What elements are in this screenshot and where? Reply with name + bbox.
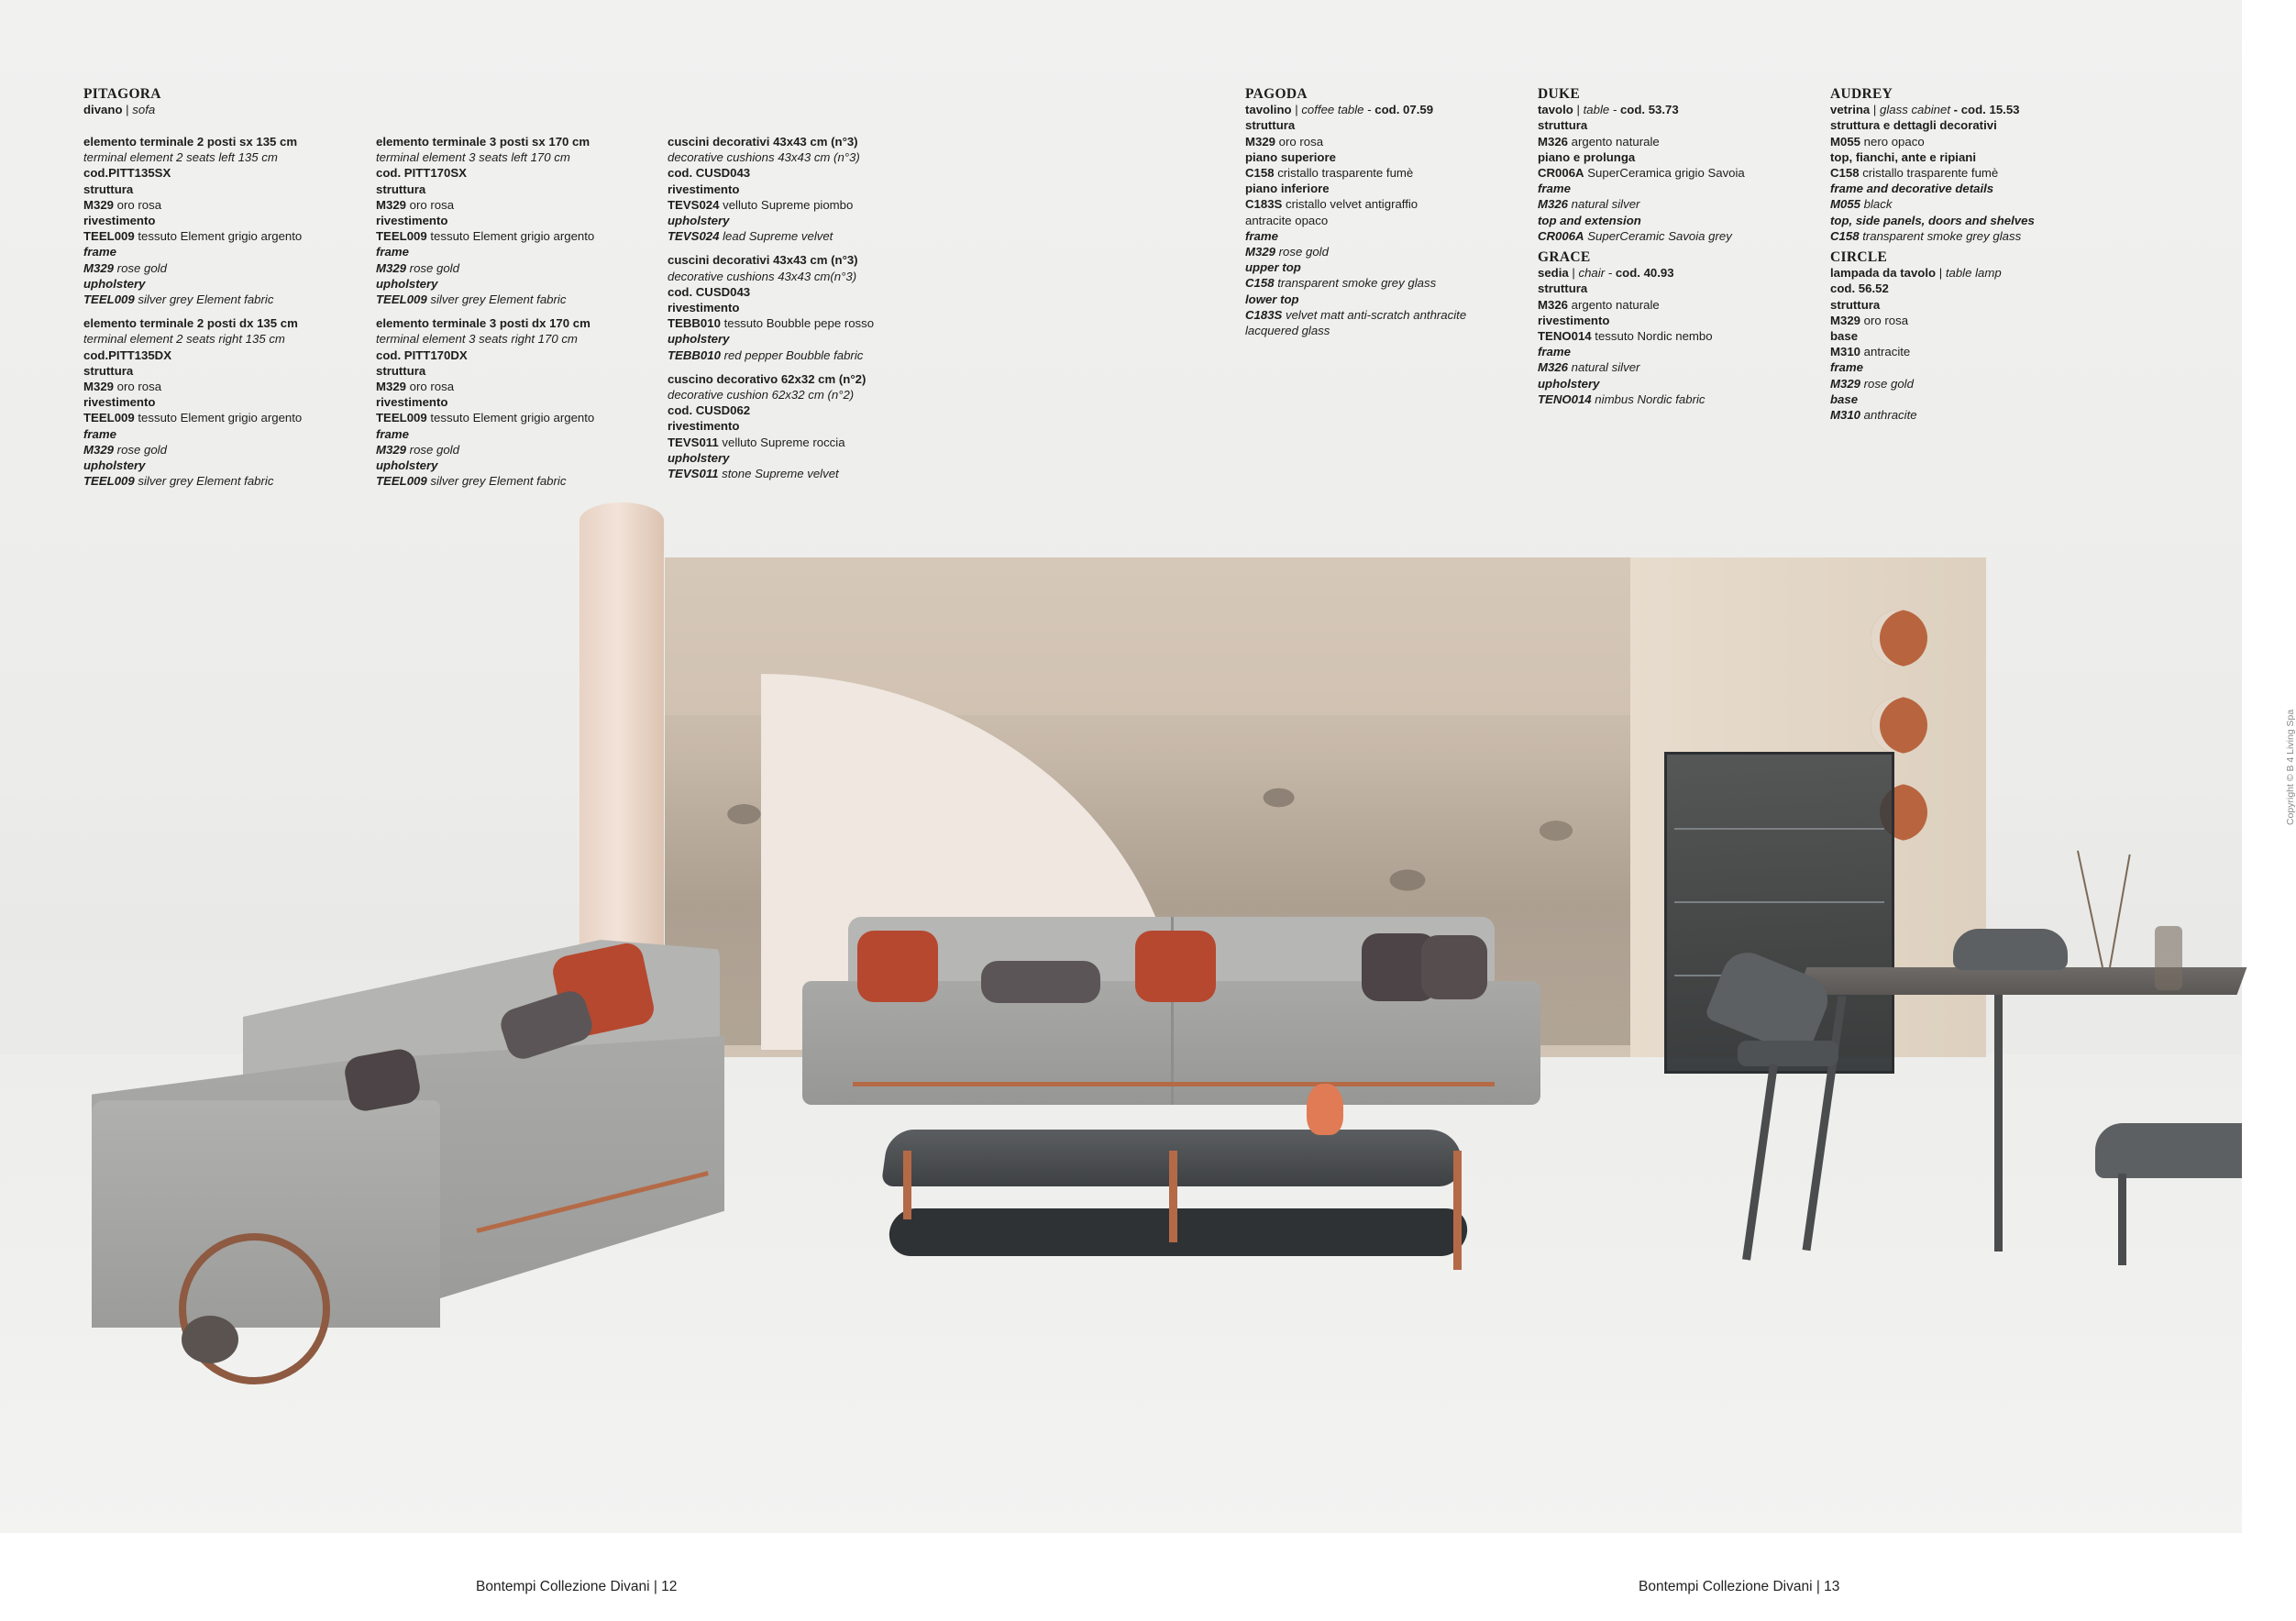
spec-line: C158 cristallo trasparente fumè	[1245, 166, 1414, 181]
pagoda-lower-top	[887, 1208, 1469, 1256]
page-footer-right: Bontempi Collezione Divani | 13	[1639, 1579, 1840, 1594]
spec-line: top, fianchi, ante e ripiani	[1830, 149, 1977, 164]
stone-cushion	[981, 961, 1100, 1003]
spec-column-1	[83, 134, 302, 489]
dried-branch	[2109, 855, 2131, 967]
spec-line: M055 black	[1830, 197, 1893, 212]
spec-line: TEEL009 tessuto Element grigio argento	[83, 411, 303, 425]
spec-lines	[1830, 297, 2035, 424]
spec-line: frame and decorative details	[1830, 182, 1994, 196]
item-name: elemento terminale 3 posti dx 170 cm	[376, 316, 591, 331]
spec-line: frame	[1538, 182, 1571, 196]
page-footer-left: Bontempi Collezione Divani | 12	[476, 1579, 678, 1594]
spec-line: M329 rose gold	[1830, 376, 1914, 391]
spec-line: piano inferiore	[1245, 182, 1330, 196]
item-name: cuscino decorativo 62x32 cm (n°2)	[668, 371, 867, 386]
item-name-en: decorative cushion 62x32 cm (n°2)	[668, 388, 855, 402]
spec-line: lacquered glass	[1245, 324, 1330, 338]
spec-column-3	[668, 134, 874, 481]
product-title: DUKE	[1538, 86, 1580, 102]
table-leg	[1994, 995, 2003, 1252]
item-name-en: decorative cushions 43x43 cm (n°3)	[668, 150, 860, 165]
spec-label: frame	[376, 245, 409, 259]
spec-line: M329 oro rosa	[376, 197, 455, 212]
spec-line: frame	[1830, 360, 1863, 375]
duke-grace-specs: DUKE tavolo | table - cod. 53.73 struttura M326 argento naturale piano e prolunga CR006A SuperCeramica grigio Savoia frame M326 natural silver top and extension CR006A SuperCeramic Savoia grey GRACE sedia | chair - cod. 40.93 struttura M326 argento naturale rivestimento TENO014 tessuto Nordic nembo frame M326 natural silver upholstery TENO014 nimbus Nordic fabric	[1538, 86, 1745, 406]
spec-line: M329 rose gold	[1245, 245, 1329, 259]
spec-line: M329 rose gold	[376, 260, 459, 275]
product-type-en: sofa	[132, 103, 156, 117]
spec-line: M055 nero opaco	[1830, 134, 1925, 149]
spec-label: frame	[376, 426, 409, 441]
spec-label: rivestimento	[668, 301, 740, 315]
spec-line: TENO014 nimbus Nordic fabric	[1538, 391, 1705, 406]
spec-line: TEBB010 tessuto Boubble pepe rosso	[668, 316, 875, 331]
product-type-it: divano	[83, 103, 123, 117]
spec-line: upper top	[1245, 260, 1301, 275]
spec-line: M326 natural silver	[1538, 360, 1640, 375]
spec-label: upholstery	[668, 214, 730, 228]
sofa-copper-trim	[853, 1082, 1495, 1086]
spec-label: upholstery	[83, 276, 146, 291]
spec-lines	[1538, 117, 1745, 244]
spec-label: upholstery	[376, 458, 438, 473]
item-name: cuscini decorativi 43x43 cm (n°3)	[668, 253, 858, 268]
table-leg	[1453, 1151, 1462, 1270]
spec-line: TEVS011 stone Supreme velvet	[668, 467, 839, 481]
product-title: PITAGORA	[83, 86, 161, 102]
spec-line: M326 natural silver	[1538, 197, 1640, 212]
item-name: elemento terminale 2 posti dx 135 cm	[83, 316, 298, 331]
spec-line: lower top	[1245, 292, 1299, 306]
spec-line: rivestimento	[1538, 313, 1610, 327]
item-code: cod. 56.52	[1830, 281, 1889, 296]
item-name-en: decorative cushions 43x43 cm(n°3)	[668, 269, 857, 283]
table-leg	[903, 1151, 911, 1219]
spec-line: M326 argento naturale	[1538, 297, 1660, 312]
spec-line: TEEL009 silver grey Element fabric	[376, 474, 567, 489]
item-name: cuscini decorativi 43x43 cm (n°3)	[668, 135, 858, 149]
spec-line: C158 transparent smoke grey glass	[1245, 276, 1437, 291]
spec-line: M326 argento naturale	[1538, 134, 1660, 149]
spec-line: base	[1830, 391, 1859, 406]
spec-line: TENO014 tessuto Nordic nembo	[1538, 329, 1713, 344]
item-name-en: terminal element 2 seats left 135 cm	[83, 150, 278, 165]
spec-line: M329 oro rosa	[376, 380, 455, 394]
orange-vase	[1307, 1084, 1343, 1135]
spec-line: C183S cristallo velvet antigraffio	[1245, 197, 1418, 212]
spec-line: TEEL009 silver grey Element fabric	[83, 292, 274, 307]
glass-vase	[2155, 926, 2182, 990]
spec-line: M329 oro rosa	[1245, 134, 1324, 149]
spec-line: struttura	[1830, 297, 1881, 312]
spec-line: M310 anthracite	[1830, 408, 1917, 423]
spec-line: frame	[1245, 228, 1278, 243]
copyright-note: Copyright © B 4 Living Spa	[2285, 709, 2296, 825]
grace-chair-back	[1953, 929, 2068, 970]
spec-line: M310 antracite	[1830, 345, 1911, 359]
spec-line: antracite opaco	[1245, 213, 1329, 227]
spec-line: CR006A SuperCeramic Savoia grey	[1538, 228, 1732, 243]
item-code: cod. CUSD043	[668, 166, 751, 181]
spec-line: CR006A SuperCeramica grigio Savoia	[1538, 166, 1745, 181]
spec-label: rivestimento	[668, 419, 740, 434]
grace-chair-back	[2095, 1123, 2242, 1178]
item-code: cod. PITT170DX	[376, 347, 468, 362]
table-leg	[1169, 1151, 1177, 1242]
spec-line: M329 rose gold	[83, 442, 167, 457]
spec-line: upholstery	[1538, 376, 1600, 391]
spec-line: TEVS024 velluto Supreme piombo	[668, 197, 854, 212]
spec-line: top, side panels, doors and shelves	[1830, 213, 2035, 227]
spec-line: TEEL009 silver grey Element fabric	[83, 474, 274, 489]
audrey-circle-specs: AUDREY vetrina | glass cabinet - cod. 15.53 struttura e dettagli decorativi M055 nero opaco top, fianchi, ante e ripiani C158 cristallo trasparente fumè frame and decorative details M055 black top, side panels, doors and shelves C158 transparent smoke grey glass CIRCLE lampada da tavolo | table lamp cod. 56.52 struttura M329 oro rosa base M310 antracite frame M329 rose gold base M310 anthracite	[1830, 86, 2035, 423]
spec-lines	[1538, 281, 1745, 407]
spec-label: rivestimento	[376, 214, 448, 228]
spec-line: TEBB010 red pepper Boubble fabric	[668, 347, 864, 362]
dried-branch	[2077, 851, 2103, 968]
product-title: GRACE	[1538, 249, 1591, 266]
spec-label: struttura	[376, 182, 426, 196]
pitagora-header: PITAGORA divano | sofa	[83, 86, 161, 117]
spec-label: rivestimento	[668, 182, 740, 196]
item-name: elemento terminale 2 posti sx 135 cm	[83, 135, 298, 149]
spec-label: struttura	[83, 363, 134, 378]
product-title: AUDREY	[1830, 86, 1893, 102]
spec-label: upholstery	[668, 332, 730, 347]
item-code: cod.PITT135SX	[83, 166, 171, 181]
spec-line: TEEL009 silver grey Element fabric	[376, 292, 567, 307]
wall-circle-cutout	[1871, 610, 1927, 667]
lead-cushion	[1421, 935, 1487, 999]
pagoda-specs: PAGODA tavolino | coffee table - cod. 07.59 struttura M329 oro rosa piano superiore C158 cristallo trasparente fumè piano inferiore C183S cristallo velvet antigraffio antracite opaco frame M329 rose gold upper top C158 transparent smoke grey glass lower top C183S velvet matt anti-scratch anthracite lacquered glass	[1245, 86, 1467, 338]
item-name: elemento terminale 3 posti sx 170 cm	[376, 135, 591, 149]
spec-lines	[1245, 117, 1466, 338]
item-name-en: terminal element 3 seats right 170 cm	[376, 332, 578, 347]
spec-line: C158 cristallo trasparente fumè	[1830, 166, 1999, 181]
spec-label: upholstery	[83, 458, 146, 473]
spec-line: TEEL009 tessuto Element grigio argento	[376, 411, 595, 425]
spec-line: M329 rose gold	[83, 260, 167, 275]
spec-line: piano superiore	[1245, 149, 1336, 164]
item-name-en: terminal element 2 seats right 135 cm	[83, 332, 285, 347]
spec-line: struttura e dettagli decorativi	[1830, 118, 1997, 133]
spec-label: frame	[83, 426, 116, 441]
spec-line: base	[1830, 329, 1859, 344]
spec-line: TEVS011 velluto Supreme roccia	[668, 435, 845, 449]
spec-label: rivestimento	[376, 395, 448, 410]
spec-line: piano e prolunga	[1538, 149, 1636, 164]
red-cushion	[1135, 931, 1216, 1002]
spec-line: M329 oro rosa	[1830, 313, 1909, 327]
spec-line: C183S velvet matt anti-scratch anthracite	[1245, 307, 1467, 322]
wall-circle-cutout	[1871, 697, 1927, 754]
spec-line: struttura	[1245, 118, 1296, 133]
chair-leg	[2118, 1174, 2126, 1265]
item-code: cod.PITT135DX	[83, 347, 172, 362]
spec-line: frame	[1538, 345, 1571, 359]
item-name-en: terminal element 3 seats left 170 cm	[376, 150, 570, 165]
item-code: cod. CUSD043	[668, 284, 751, 299]
spec-line: M329 oro rosa	[83, 380, 162, 394]
item-code: cod. PITT170SX	[376, 166, 467, 181]
spec-line: TEVS024 lead Supreme velvet	[668, 229, 833, 244]
product-title: CIRCLE	[1830, 249, 1888, 266]
spec-label: upholstery	[376, 276, 438, 291]
spec-label: frame	[83, 245, 116, 259]
spec-line: C158 transparent smoke grey glass	[1830, 228, 2022, 243]
spec-line: TEEL009 tessuto Element grigio argento	[376, 229, 595, 244]
spec-line: struttura	[1538, 281, 1588, 296]
product-title: PAGODA	[1245, 86, 1308, 102]
item-code: cod. CUSD062	[668, 403, 751, 418]
spec-label: struttura	[83, 182, 134, 196]
spec-label: rivestimento	[83, 395, 156, 410]
spec-label: struttura	[376, 363, 426, 378]
spec-line: top and extension	[1538, 213, 1641, 227]
spec-label: upholstery	[668, 450, 730, 465]
spec-line: M329 oro rosa	[83, 197, 162, 212]
spec-column-2	[376, 134, 594, 489]
spec-line: M329 rose gold	[376, 442, 459, 457]
grace-chair-seat	[1738, 1041, 1838, 1066]
spec-label: rivestimento	[83, 214, 156, 228]
spec-line: TEEL009 tessuto Element grigio argento	[83, 229, 303, 244]
spec-lines	[1830, 117, 2035, 244]
red-cushion	[857, 931, 938, 1002]
lamp-base	[182, 1316, 238, 1363]
spec-line: struttura	[1538, 118, 1588, 133]
